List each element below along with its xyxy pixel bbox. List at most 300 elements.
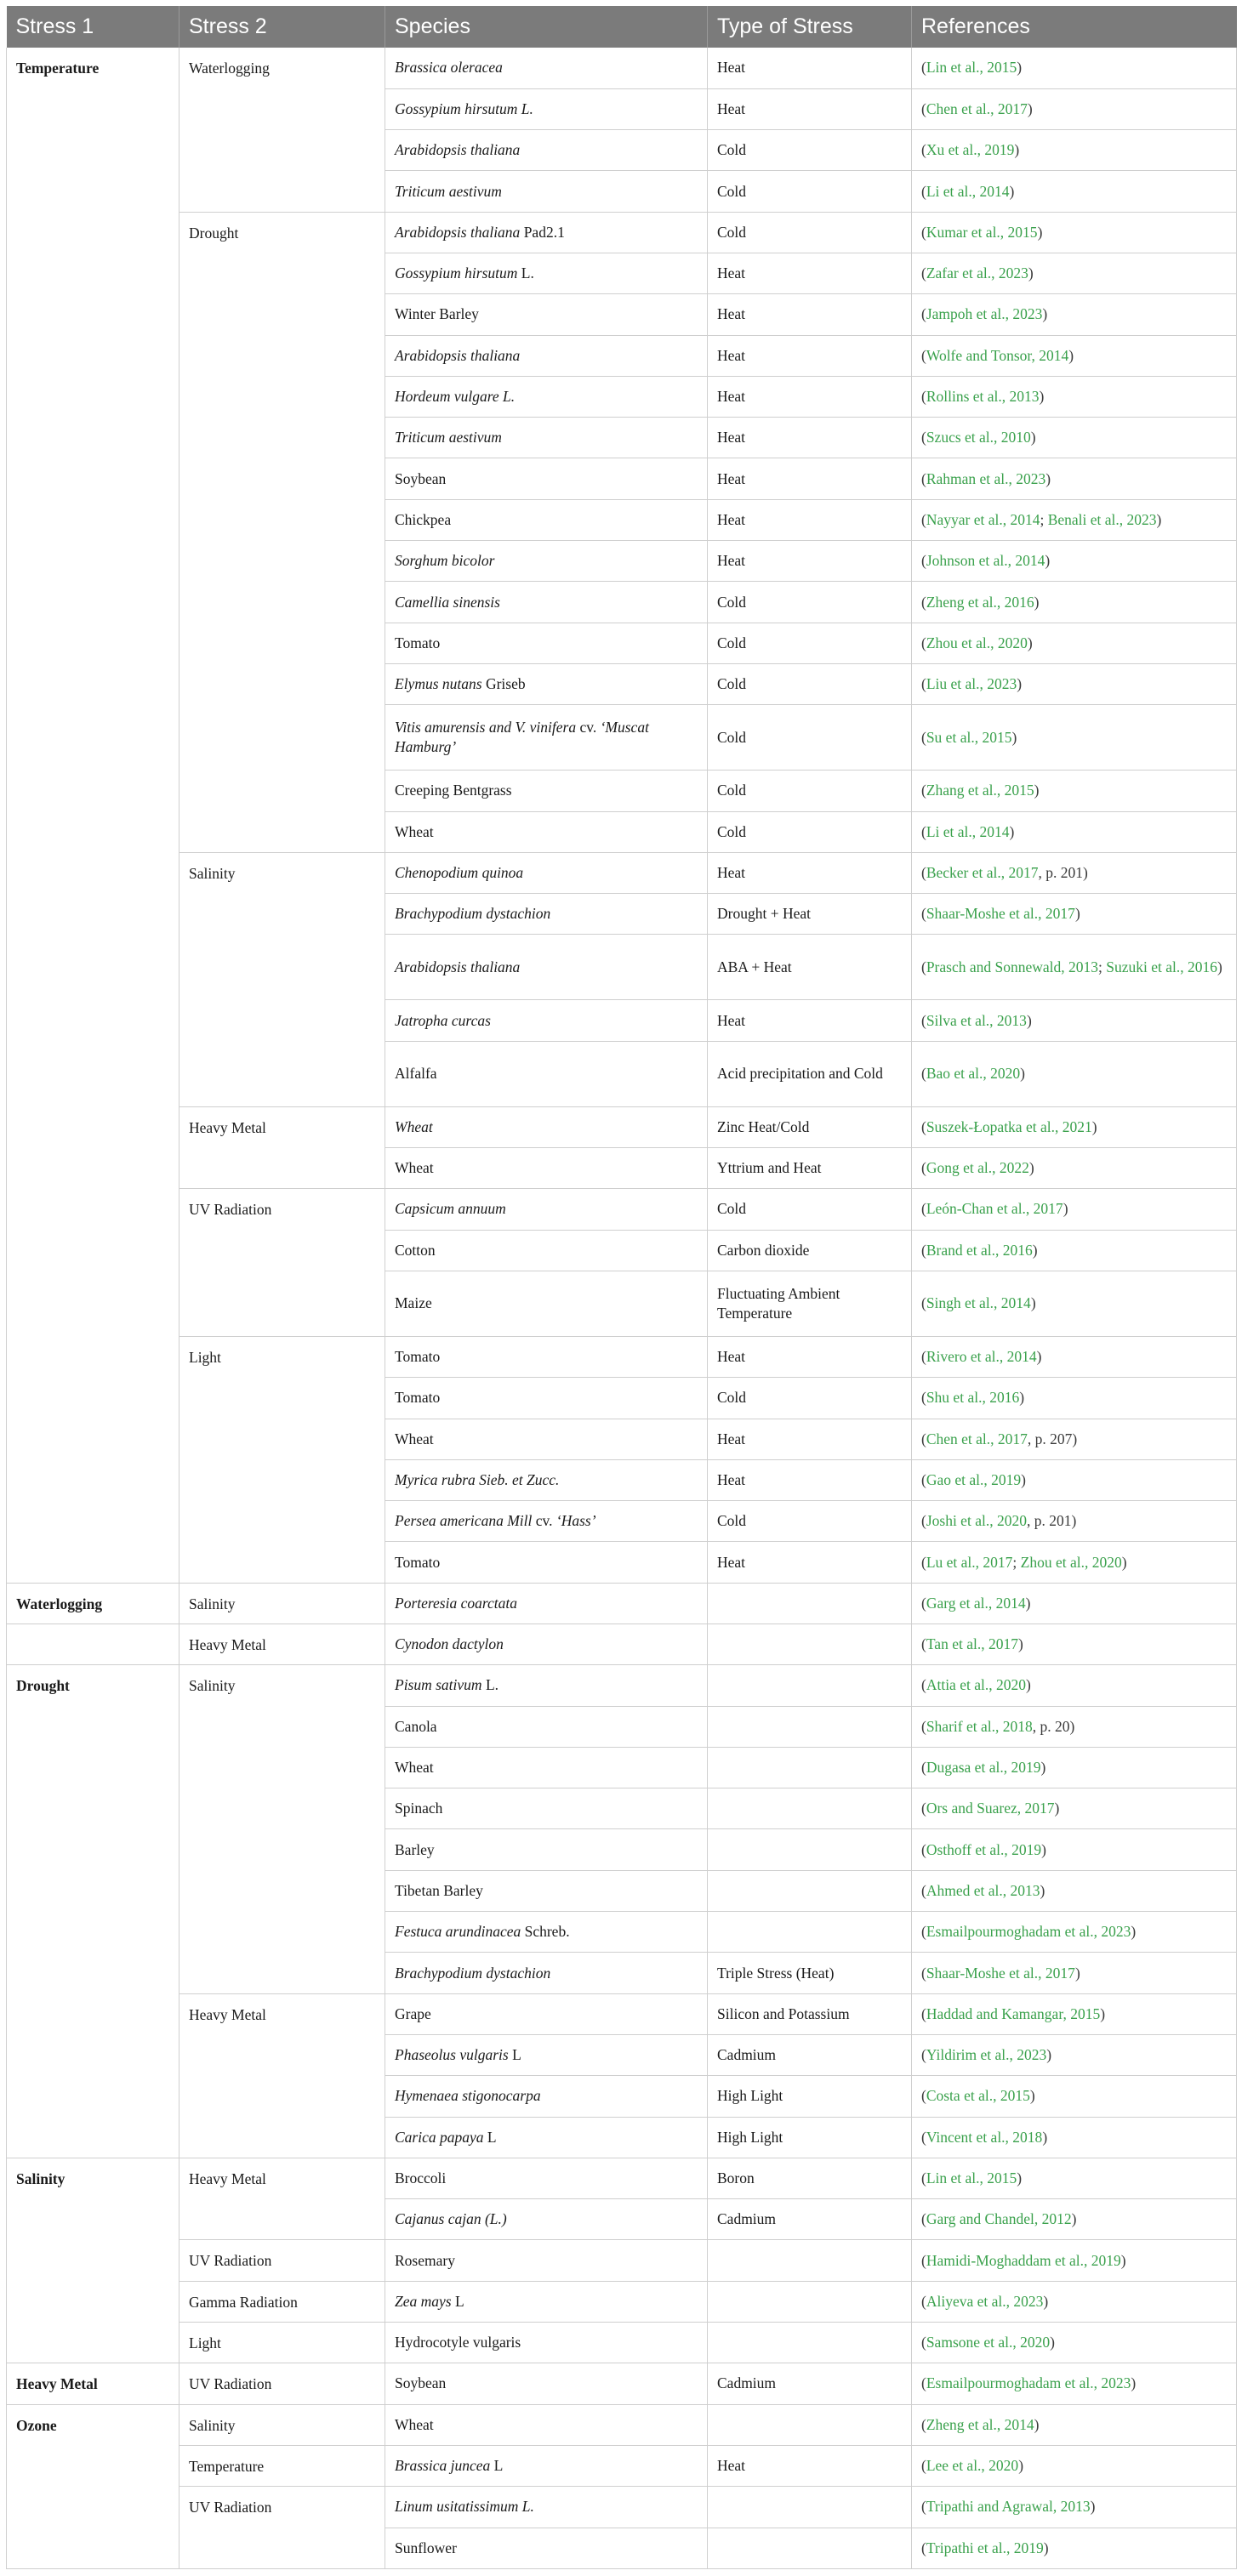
type-of-stress-cell bbox=[708, 2323, 912, 2363]
species-text: L bbox=[451, 2292, 464, 2310]
species-text: Carica papaya bbox=[395, 2128, 484, 2146]
header-type-of-stress: Type of Stress bbox=[708, 6, 912, 48]
table-row bbox=[7, 1583, 1237, 1624]
reference-text: ; bbox=[1098, 958, 1107, 975]
species-text: Festuca arundinacea bbox=[395, 1923, 521, 1941]
table-row bbox=[7, 1106, 1237, 1147]
type-of-stress-cell: Cold bbox=[708, 1189, 912, 1230]
references-cell: (Zhang et al., 2015) bbox=[912, 771, 1237, 811]
type-of-stress-cell: Heat bbox=[708, 499, 912, 540]
type-of-stress-cell: Heat bbox=[708, 376, 912, 417]
reference-link[interactable]: Nayyar et al., 2014 bbox=[926, 510, 1040, 528]
species-text: Cajanus cajan (L.) bbox=[395, 2210, 507, 2228]
stress1-cell: Heavy Metal bbox=[7, 2363, 179, 2404]
references-cell: (Garg and Chandel, 2012) bbox=[912, 2199, 1237, 2240]
species-text: Vitis amurensis and V. vinifera bbox=[395, 719, 577, 736]
species-text: Tomato bbox=[395, 634, 441, 651]
type-of-stress-cell bbox=[708, 1706, 912, 1747]
references-cell: (Rollins et al., 2013) bbox=[912, 376, 1237, 417]
species-text: L. bbox=[517, 264, 534, 282]
type-of-stress-cell: Cold bbox=[708, 1501, 912, 1542]
stress1-cell: Ozone bbox=[7, 2404, 179, 2568]
species-text: Spinach bbox=[395, 1800, 443, 1817]
references-cell: (Yildirim et al., 2023) bbox=[912, 2034, 1237, 2075]
table-row bbox=[7, 2404, 1237, 2445]
reference-link[interactable]: Zhou et al., 2020 bbox=[926, 634, 1028, 651]
species-text: Wheat bbox=[395, 1159, 434, 1177]
species-cell bbox=[385, 2528, 708, 2568]
reference-link[interactable]: Esmailpourmoghadam et al., 2023 bbox=[926, 2374, 1131, 2392]
reference-link[interactable]: Gao et al., 2019 bbox=[926, 1470, 1022, 1488]
species-cell bbox=[385, 294, 708, 335]
species-cell bbox=[385, 1829, 708, 1870]
table-body bbox=[7, 48, 1237, 2568]
species-cell bbox=[385, 1870, 708, 1911]
species-text: Tomato bbox=[395, 1348, 441, 1366]
species-text: L bbox=[490, 2457, 504, 2475]
stress2-cell: UV Radiation bbox=[179, 1189, 385, 1337]
species-text: L bbox=[483, 2128, 497, 2146]
references-cell: (Joshi et al., 2020, p. 201) bbox=[912, 1501, 1237, 1542]
species-text: Wheat bbox=[395, 1117, 433, 1135]
reference-link[interactable]: Silva et al., 2013 bbox=[926, 1011, 1027, 1029]
species-text: Cynodon dactylon bbox=[395, 1635, 504, 1653]
type-of-stress-cell: Cold bbox=[708, 171, 912, 212]
reference-link[interactable]: Bao et al., 2020 bbox=[926, 1065, 1021, 1083]
type-of-stress-cell bbox=[708, 1829, 912, 1870]
references-cell: (Chen et al., 2017) bbox=[912, 88, 1237, 129]
type-of-stress-cell: Zinc Heat/Cold bbox=[708, 1106, 912, 1147]
references-cell: (Zheng et al., 2016) bbox=[912, 582, 1237, 623]
species-text: Hydrocotyle vulgaris bbox=[395, 2334, 521, 2351]
species-cell bbox=[385, 1378, 708, 1419]
references-cell: (Tan et al., 2017) bbox=[912, 1624, 1237, 1665]
references-cell: (Zafar et al., 2023) bbox=[912, 253, 1237, 293]
stress2-cell: Heavy Metal bbox=[179, 2158, 385, 2240]
species-cell bbox=[385, 212, 708, 253]
reference-link[interactable]: Tripathi et al., 2019 bbox=[926, 2539, 1044, 2556]
reference-link[interactable]: Suzuki et al., 2016 bbox=[1106, 958, 1218, 975]
type-of-stress-cell bbox=[708, 2404, 912, 2445]
species-text: Canola bbox=[395, 1717, 437, 1735]
type-of-stress-cell: Carbon dioxide bbox=[708, 1230, 912, 1271]
type-of-stress-cell: Cold bbox=[708, 811, 912, 852]
species-text: Tomato bbox=[395, 1389, 441, 1407]
reference-text: ; bbox=[1012, 1553, 1021, 1571]
species-cell bbox=[385, 1459, 708, 1500]
species-text: Wheat bbox=[395, 1759, 434, 1777]
references-cell: (Singh et al., 2014) bbox=[912, 1271, 1237, 1336]
type-of-stress-cell bbox=[708, 1747, 912, 1788]
references-cell: (Li et al., 2014) bbox=[912, 811, 1237, 852]
references-cell: (Jampoh et al., 2023) bbox=[912, 294, 1237, 335]
references-cell: (Gong et al., 2022) bbox=[912, 1148, 1237, 1189]
reference-link[interactable]: Singh et al., 2014 bbox=[926, 1294, 1031, 1312]
type-of-stress-cell: Triple Stress (Heat) bbox=[708, 1953, 912, 1993]
species-cell bbox=[385, 88, 708, 129]
reference-link[interactable]: Garg et al., 2014 bbox=[926, 1594, 1026, 1612]
stress1-cell: Temperature bbox=[7, 48, 179, 1583]
table-row bbox=[7, 1665, 1237, 1706]
stress1-cell: Drought bbox=[7, 1665, 179, 2158]
type-of-stress-cell: Heat bbox=[708, 2445, 912, 2486]
reference-link[interactable]: Esmailpourmoghadam et al., 2023 bbox=[926, 1923, 1131, 1941]
reference-link[interactable]: Rollins et al., 2013 bbox=[926, 388, 1040, 406]
references-cell: (Rahman et al., 2023) bbox=[912, 458, 1237, 499]
species-cell bbox=[385, 1665, 708, 1706]
species-text: Sunflower bbox=[395, 2539, 457, 2556]
type-of-stress-cell bbox=[708, 1912, 912, 1953]
species-cell bbox=[385, 894, 708, 935]
reference-link[interactable]: Li et al., 2014 bbox=[926, 822, 1010, 840]
species-text: ‘Muscat Hamburg’ bbox=[395, 719, 649, 756]
reference-link[interactable]: Yildirim et al., 2023 bbox=[926, 2046, 1047, 2064]
reference-link[interactable]: Suszek-Łopatka et al., 2021 bbox=[926, 1117, 1092, 1135]
species-text: Schreb. bbox=[521, 1923, 570, 1941]
reference-link[interactable]: Rahman et al., 2023 bbox=[926, 469, 1046, 487]
reference-text: ; bbox=[1040, 510, 1048, 528]
type-of-stress-cell: Heat bbox=[708, 335, 912, 376]
species-text: Creeping Bentgrass bbox=[395, 782, 512, 799]
reference-link[interactable]: Haddad and Kamangar, 2015 bbox=[926, 2005, 1101, 2022]
type-of-stress-cell: High Light bbox=[708, 2076, 912, 2117]
table-row bbox=[7, 2445, 1237, 2486]
reference-link[interactable]: Costa et al., 2015 bbox=[926, 2087, 1030, 2105]
species-cell bbox=[385, 771, 708, 811]
species-cell bbox=[385, 1230, 708, 1271]
reference-link[interactable]: Li et al., 2014 bbox=[926, 182, 1010, 200]
species-cell bbox=[385, 1148, 708, 1189]
references-cell: (Tripathi et al., 2019) bbox=[912, 2528, 1237, 2568]
reference-link[interactable]: Zhou et al., 2020 bbox=[1020, 1553, 1122, 1571]
reference-text: , p. 207 bbox=[1027, 1430, 1073, 1447]
species-cell bbox=[385, 2487, 708, 2528]
reference-link[interactable]: León-Chan et al., 2017 bbox=[926, 1200, 1063, 1218]
type-of-stress-cell: Cold bbox=[708, 212, 912, 253]
table-row bbox=[7, 1993, 1237, 2034]
references-cell: (Dugasa et al., 2019) bbox=[912, 1747, 1237, 1788]
reference-text: , p. 20 bbox=[1032, 1717, 1070, 1735]
references-cell: (Gao et al., 2019) bbox=[912, 1459, 1237, 1500]
references-cell: (Costa et al., 2015) bbox=[912, 2076, 1237, 2117]
reference-link[interactable]: Su et al., 2015 bbox=[926, 728, 1012, 746]
reference-link[interactable]: Zhang et al., 2015 bbox=[926, 782, 1034, 799]
reference-link[interactable]: Aliyeva et al., 2023 bbox=[926, 2292, 1044, 2310]
species-text: Sorghum bicolor bbox=[395, 552, 495, 570]
references-cell: (Zheng et al., 2014) bbox=[912, 2404, 1237, 2445]
species-text: Alfalfa bbox=[395, 1065, 437, 1083]
reference-link[interactable]: Shaar-Moshe et al., 2017 bbox=[926, 905, 1075, 923]
table-row bbox=[7, 2240, 1237, 2281]
type-of-stress-cell: Cold bbox=[708, 130, 912, 171]
species-cell bbox=[385, 48, 708, 88]
reference-link[interactable]: Shu et al., 2016 bbox=[926, 1389, 1020, 1407]
species-text: Wheat bbox=[395, 822, 434, 840]
reference-link[interactable]: Tan et al., 2017 bbox=[926, 1635, 1018, 1653]
species-text: Soybean bbox=[395, 2374, 447, 2392]
stress2-cell: Salinity bbox=[179, 1583, 385, 1624]
stress2-cell: UV Radiation bbox=[179, 2240, 385, 2281]
species-text: Soybean bbox=[395, 469, 447, 487]
references-cell: (Prasch and Sonnewald, 2013; Suzuki et al., 2016) bbox=[912, 935, 1237, 1000]
species-cell bbox=[385, 1501, 708, 1542]
species-text: Brachypodium dystachion bbox=[395, 1964, 551, 1982]
species-cell bbox=[385, 1706, 708, 1747]
reference-link[interactable]: Zafar et al., 2023 bbox=[926, 264, 1028, 282]
references-cell: (Silva et al., 2013) bbox=[912, 1000, 1237, 1041]
species-text: Tibetan Barley bbox=[395, 1881, 483, 1899]
stress2-cell: Drought bbox=[179, 212, 385, 852]
species-text: Myrica rubra Sieb. et Zucc. bbox=[395, 1470, 560, 1488]
reference-text: , p. 201 bbox=[1026, 1512, 1072, 1530]
type-of-stress-cell: Cadmium bbox=[708, 2199, 912, 2240]
type-of-stress-cell bbox=[708, 2528, 912, 2568]
references-cell: (Osthoff et al., 2019) bbox=[912, 1829, 1237, 1870]
reference-link[interactable]: Wolfe and Tonsor, 2014 bbox=[926, 346, 1069, 364]
type-of-stress-cell: Silicon and Potassium bbox=[708, 1993, 912, 2034]
species-text: Brassica juncea bbox=[395, 2457, 491, 2475]
reference-link[interactable]: Ahmed et al., 2013 bbox=[926, 1881, 1040, 1899]
references-cell: (Shaar-Moshe et al., 2017) bbox=[912, 894, 1237, 935]
references-cell: (Attia et al., 2020) bbox=[912, 1665, 1237, 1706]
reference-link[interactable]: Sharif et al., 2018 bbox=[926, 1717, 1033, 1735]
stress2-cell: UV Radiation bbox=[179, 2363, 385, 2404]
species-text: L bbox=[508, 2046, 521, 2064]
species-cell bbox=[385, 1000, 708, 1041]
species-text: cv. bbox=[532, 1512, 556, 1530]
references-cell: (Ors and Suarez, 2017) bbox=[912, 1788, 1237, 1829]
type-of-stress-cell: Heat bbox=[708, 1000, 912, 1041]
species-cell bbox=[385, 2323, 708, 2363]
species-cell bbox=[385, 2240, 708, 2281]
reference-link[interactable]: Ors and Suarez, 2017 bbox=[926, 1800, 1055, 1817]
species-cell bbox=[385, 1993, 708, 2034]
reference-link[interactable]: Lu et al., 2017 bbox=[926, 1553, 1013, 1571]
table-row bbox=[7, 2158, 1237, 2198]
species-text: Triticum aestivum bbox=[395, 429, 502, 446]
species-text: Brachypodium dystachion bbox=[395, 905, 551, 923]
species-text: Elymus nutans bbox=[395, 675, 482, 693]
species-cell bbox=[385, 376, 708, 417]
type-of-stress-cell: Boron bbox=[708, 2158, 912, 2198]
type-of-stress-cell: Heat bbox=[708, 48, 912, 88]
references-cell: (Tripathi and Agrawal, 2013) bbox=[912, 2487, 1237, 2528]
references-cell: (Nayyar et al., 2014; Benali et al., 2023) bbox=[912, 499, 1237, 540]
stress1-cell: Salinity bbox=[7, 2158, 179, 2363]
type-of-stress-cell: Cold bbox=[708, 705, 912, 771]
species-text: Winter Barley bbox=[395, 305, 479, 323]
species-cell bbox=[385, 2404, 708, 2445]
species-cell bbox=[385, 705, 708, 771]
type-of-stress-cell: Cadmium bbox=[708, 2363, 912, 2404]
species-text: Hordeum vulgare L. bbox=[395, 388, 516, 406]
references-cell: (Haddad and Kamangar, 2015) bbox=[912, 1993, 1237, 2034]
header-stress2: Stress 2 bbox=[179, 6, 385, 48]
table-row bbox=[7, 2363, 1237, 2404]
species-text: Camellia sinensis bbox=[395, 593, 500, 611]
type-of-stress-cell bbox=[708, 1583, 912, 1624]
stress2-cell: Salinity bbox=[179, 1665, 385, 1993]
reference-link[interactable]: Zheng et al., 2014 bbox=[926, 2415, 1034, 2433]
species-cell bbox=[385, 1788, 708, 1829]
species-cell bbox=[385, 2117, 708, 2158]
species-text: Broccoli bbox=[395, 2169, 447, 2186]
references-cell: (Zhou et al., 2020) bbox=[912, 623, 1237, 663]
reference-text: , p. 201 bbox=[1038, 863, 1084, 881]
reference-link[interactable]: Kumar et al., 2015 bbox=[926, 223, 1038, 241]
reference-link[interactable]: Garg and Chandel, 2012 bbox=[926, 2210, 1072, 2228]
reference-link[interactable]: Benali et al., 2023 bbox=[1047, 510, 1157, 528]
species-cell bbox=[385, 1419, 708, 1459]
reference-link[interactable]: Attia et al., 2020 bbox=[926, 1676, 1026, 1694]
references-cell: (Lee et al., 2020) bbox=[912, 2445, 1237, 2486]
species-text: Gossypium hirsutum bbox=[395, 264, 518, 282]
species-cell bbox=[385, 2076, 708, 2117]
references-cell: (Lu et al., 2017; Zhou et al., 2020) bbox=[912, 1542, 1237, 1583]
type-of-stress-cell: Heat bbox=[708, 1419, 912, 1459]
stress2-cell: Light bbox=[179, 2323, 385, 2363]
species-text: Porteresia coarctata bbox=[395, 1594, 518, 1612]
species-cell bbox=[385, 541, 708, 582]
reference-link[interactable]: Samsone et al., 2020 bbox=[926, 2334, 1051, 2351]
references-cell: (Xu et al., 2019) bbox=[912, 130, 1237, 171]
species-text: Gossypium hirsutum L. bbox=[395, 100, 533, 117]
references-cell: (Vincent et al., 2018) bbox=[912, 2117, 1237, 2158]
reference-link[interactable]: Chen et al., 2017 bbox=[926, 1430, 1028, 1447]
references-cell: (Su et al., 2015) bbox=[912, 705, 1237, 771]
reference-link[interactable]: Lee et al., 2020 bbox=[926, 2457, 1019, 2475]
species-text: Grape bbox=[395, 2005, 431, 2022]
reference-link[interactable]: Becker et al., 2017 bbox=[926, 863, 1039, 881]
type-of-stress-cell: Fluctuating Ambient Temperature bbox=[708, 1271, 912, 1336]
reference-link[interactable]: Dugasa et al., 2019 bbox=[926, 1759, 1041, 1777]
species-text: Barley bbox=[395, 1840, 435, 1858]
stress2-cell: Light bbox=[179, 1336, 385, 1583]
reference-link[interactable]: Lin et al., 2015 bbox=[926, 2169, 1017, 2186]
species-text: Pisum sativum bbox=[395, 1676, 482, 1694]
table-row bbox=[7, 2281, 1237, 2322]
species-text: Arabidopsis thaliana bbox=[395, 958, 521, 975]
reference-link[interactable]: Lin et al., 2015 bbox=[926, 59, 1017, 77]
species-cell bbox=[385, 458, 708, 499]
reference-link[interactable]: Johnson et al., 2014 bbox=[926, 552, 1045, 570]
reference-link[interactable]: Zheng et al., 2016 bbox=[926, 593, 1034, 611]
references-cell: (Lin et al., 2015) bbox=[912, 2158, 1237, 2198]
reference-link[interactable]: Rivero et al., 2014 bbox=[926, 1348, 1037, 1366]
reference-link[interactable]: Hamidi-Moghaddam et al., 2019 bbox=[926, 2251, 1121, 2269]
type-of-stress-cell: Acid precipitation and Cold bbox=[708, 1041, 912, 1106]
species-cell bbox=[385, 811, 708, 852]
species-text: Chenopodium quinoa bbox=[395, 863, 524, 881]
references-cell: (Kumar et al., 2015) bbox=[912, 212, 1237, 253]
type-of-stress-cell: Heat bbox=[708, 418, 912, 458]
type-of-stress-cell: Cold bbox=[708, 582, 912, 623]
species-cell bbox=[385, 335, 708, 376]
references-cell: (Liu et al., 2023) bbox=[912, 663, 1237, 704]
species-cell bbox=[385, 2281, 708, 2322]
references-cell: (Shu et al., 2016) bbox=[912, 1378, 1237, 1419]
reference-link[interactable]: Chen et al., 2017 bbox=[926, 100, 1028, 117]
type-of-stress-cell: Cold bbox=[708, 1378, 912, 1419]
type-of-stress-cell: Heat bbox=[708, 294, 912, 335]
type-of-stress-cell: Heat bbox=[708, 253, 912, 293]
species-cell bbox=[385, 623, 708, 663]
reference-link[interactable]: Szucs et al., 2010 bbox=[926, 429, 1031, 446]
references-cell: (Li et al., 2014) bbox=[912, 171, 1237, 212]
table-row bbox=[7, 2487, 1237, 2528]
stress-table bbox=[6, 6, 1237, 2569]
reference-link[interactable]: Liu et al., 2023 bbox=[926, 675, 1017, 693]
species-cell bbox=[385, 253, 708, 293]
species-text: Rosemary bbox=[395, 2251, 455, 2269]
species-cell bbox=[385, 1912, 708, 1953]
species-cell bbox=[385, 1336, 708, 1377]
header-species: Species bbox=[385, 6, 708, 48]
reference-link[interactable]: Xu et al., 2019 bbox=[926, 141, 1015, 159]
references-cell: (Szucs et al., 2010) bbox=[912, 418, 1237, 458]
references-cell: (Aliyeva et al., 2023) bbox=[912, 2281, 1237, 2322]
species-text: Maize bbox=[395, 1294, 432, 1312]
reference-link[interactable]: Joshi et al., 2020 bbox=[926, 1512, 1027, 1530]
type-of-stress-cell: Cold bbox=[708, 623, 912, 663]
type-of-stress-cell: Heat bbox=[708, 1459, 912, 1500]
species-cell bbox=[385, 852, 708, 893]
type-of-stress-cell: Cold bbox=[708, 663, 912, 704]
species-cell bbox=[385, 130, 708, 171]
reference-link[interactable]: Jampoh et al., 2023 bbox=[926, 305, 1043, 323]
stress2-cell: Gamma Radiation bbox=[179, 2281, 385, 2322]
reference-link[interactable]: Prasch and Sonnewald, 2013 bbox=[926, 958, 1099, 975]
type-of-stress-cell bbox=[708, 2240, 912, 2281]
species-cell bbox=[385, 1542, 708, 1583]
reference-link[interactable]: Osthoff et al., 2019 bbox=[926, 1840, 1042, 1858]
stress1-cell: Waterlogging bbox=[7, 1583, 179, 1624]
type-of-stress-cell bbox=[708, 1624, 912, 1665]
references-cell: (Suszek-Łopatka et al., 2021) bbox=[912, 1106, 1237, 1147]
species-cell bbox=[385, 1953, 708, 1993]
reference-link[interactable]: Brand et al., 2016 bbox=[926, 1241, 1033, 1259]
type-of-stress-cell: Heat bbox=[708, 458, 912, 499]
species-cell bbox=[385, 499, 708, 540]
type-of-stress-cell: Heat bbox=[708, 1336, 912, 1377]
stress2-cell: Salinity bbox=[179, 2404, 385, 2445]
reference-link[interactable]: Gong et al., 2022 bbox=[926, 1159, 1029, 1177]
species-text: cv. bbox=[576, 719, 601, 736]
stress1-cell bbox=[7, 1624, 179, 1665]
type-of-stress-cell: Yttrium and Heat bbox=[708, 1148, 912, 1189]
references-cell: (Becker et al., 2017, p. 201) bbox=[912, 852, 1237, 893]
type-of-stress-cell: High Light bbox=[708, 2117, 912, 2158]
references-cell: (Chen et al., 2017, p. 207) bbox=[912, 1419, 1237, 1459]
references-cell: (Hamidi-Moghaddam et al., 2019) bbox=[912, 2240, 1237, 2281]
reference-link[interactable]: Shaar-Moshe et al., 2017 bbox=[926, 1964, 1075, 1982]
species-text: ‘Hass’ bbox=[555, 1512, 596, 1530]
reference-link[interactable]: Tripathi and Agrawal, 2013 bbox=[926, 2498, 1091, 2516]
references-cell: (Garg et al., 2014) bbox=[912, 1583, 1237, 1624]
species-text: Jatropha curcas bbox=[395, 1011, 491, 1029]
reference-link[interactable]: Vincent et al., 2018 bbox=[926, 2128, 1043, 2146]
species-cell bbox=[385, 935, 708, 1000]
species-text: Phaseolus vulgaris bbox=[395, 2046, 509, 2064]
references-cell: (Lin et al., 2015) bbox=[912, 48, 1237, 88]
species-text: Arabidopsis thaliana bbox=[395, 223, 521, 241]
references-cell: (Sharif et al., 2018, p. 20) bbox=[912, 1706, 1237, 1747]
species-text: Griseb bbox=[481, 675, 526, 693]
header-row bbox=[7, 6, 1237, 48]
species-cell bbox=[385, 1271, 708, 1336]
type-of-stress-cell: Heat bbox=[708, 541, 912, 582]
type-of-stress-cell bbox=[708, 1788, 912, 1829]
